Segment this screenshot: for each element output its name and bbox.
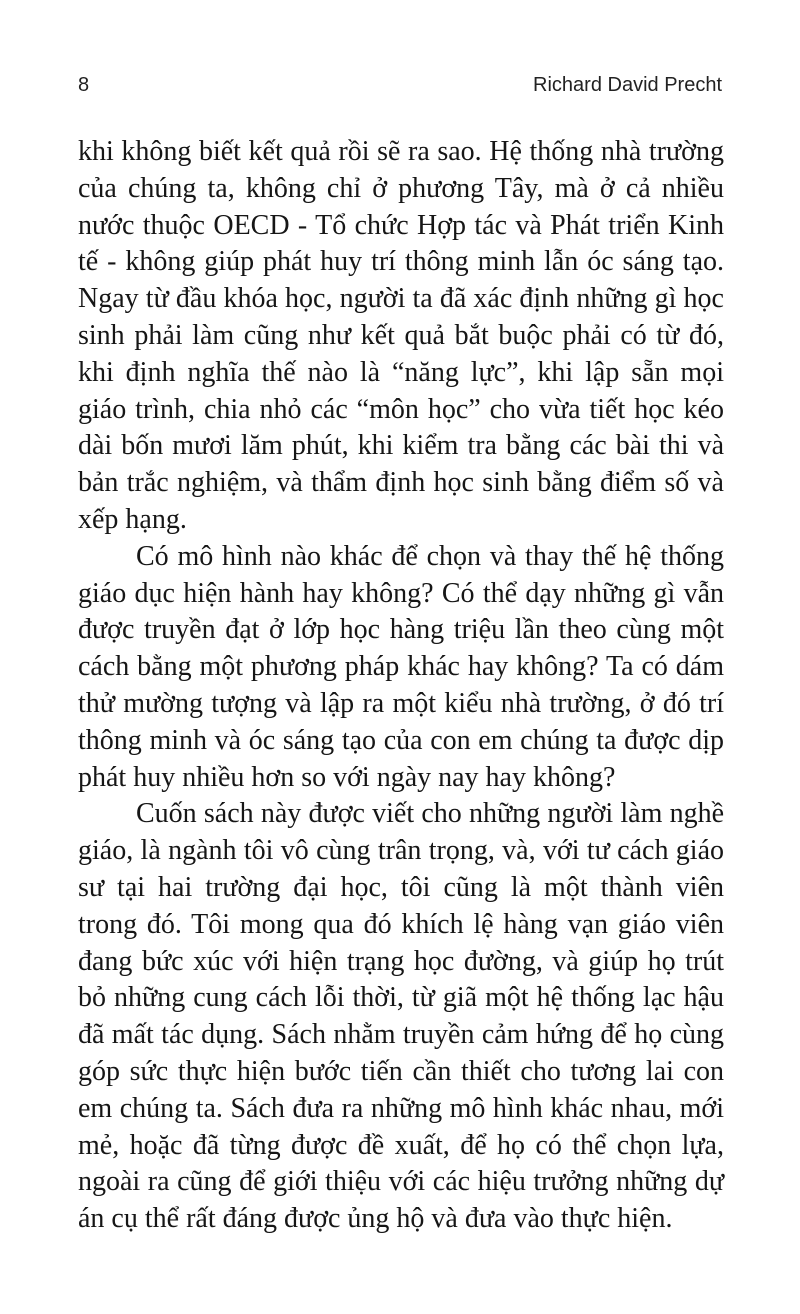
paragraph-continued: khi không biết kết quả rồi sẽ ra sao. Hệ thống nhà trường của chúng ta, không chỉ ở phương Tây, mà ở cả nhiều nước thuộc OECD - Tổ chức Hợp tác và Phát triển Kinh tế - không giúp phát huy trí thông minh lẫn óc sáng tạo. Ngay từ đầu khóa học, người ta đã xác định những gì học sinh phải làm cũng như kết quả bắt buộc phải có từ đó, khi định nghĩa thế nào là “năng lực”, khi lập sẵn mọi giáo trình, chia nhỏ các “môn học” cho vừa tiết học kéo dài bốn mươi lăm phút, khi kiểm tra bằng các bài thi và bản trắc nghiệm, và thẩm định học sinh bằng điểm số và xếp hạng. xyxy=(78,136,724,535)
running-head-author: Richard David Precht xyxy=(533,74,722,96)
page-number: 8 xyxy=(78,74,90,96)
body-text xyxy=(78,134,724,1238)
paragraph: Cuốn sách này được viết cho những người làm nghề giáo, là ngành tôi vô cùng trân trọng, và, với tư cách giáo sư tại hai trường đại học, tôi cũng là một thành viên trong đó. Tôi mong qua đó khích lệ hàng vạn giáo viên đang bức xúc với hiện trạng học đường, và giúp họ trút bỏ những cung cách lỗi thời, từ giã một hệ thống lạc hậu đã mất tác dụng. Sách nhằm truyền cảm hứng để họ cùng góp sức thực hiện bước tiến cần thiết cho tương lai con em chúng ta. Sách đưa ra những mô hình khác nhau, mới mẻ, hoặc đã từng được đề xuất, để họ có thể chọn lựa, ngoài ra cũng để giới thiệu với các hiệu trưởng những dự án cụ thể rất đáng được ủng hộ và đưa vào thực hiện. xyxy=(78,798,724,1235)
page-header xyxy=(78,74,722,108)
paragraph: Có mô hình nào khác để chọn và thay thế hệ thống giáo dục hiện hành hay không? Có thể dạy những gì vẫn được truyền đạt ở lớp học hàng triệu lần theo cùng một cách bằng một phương pháp khác hay không? Ta có dám thử mường tượng và lập ra một kiểu nhà trường, ở đó trí thông minh và óc sáng tạo của con em chúng ta được dịp phát huy nhiều hơn so với ngày nay hay không? xyxy=(78,540,724,793)
